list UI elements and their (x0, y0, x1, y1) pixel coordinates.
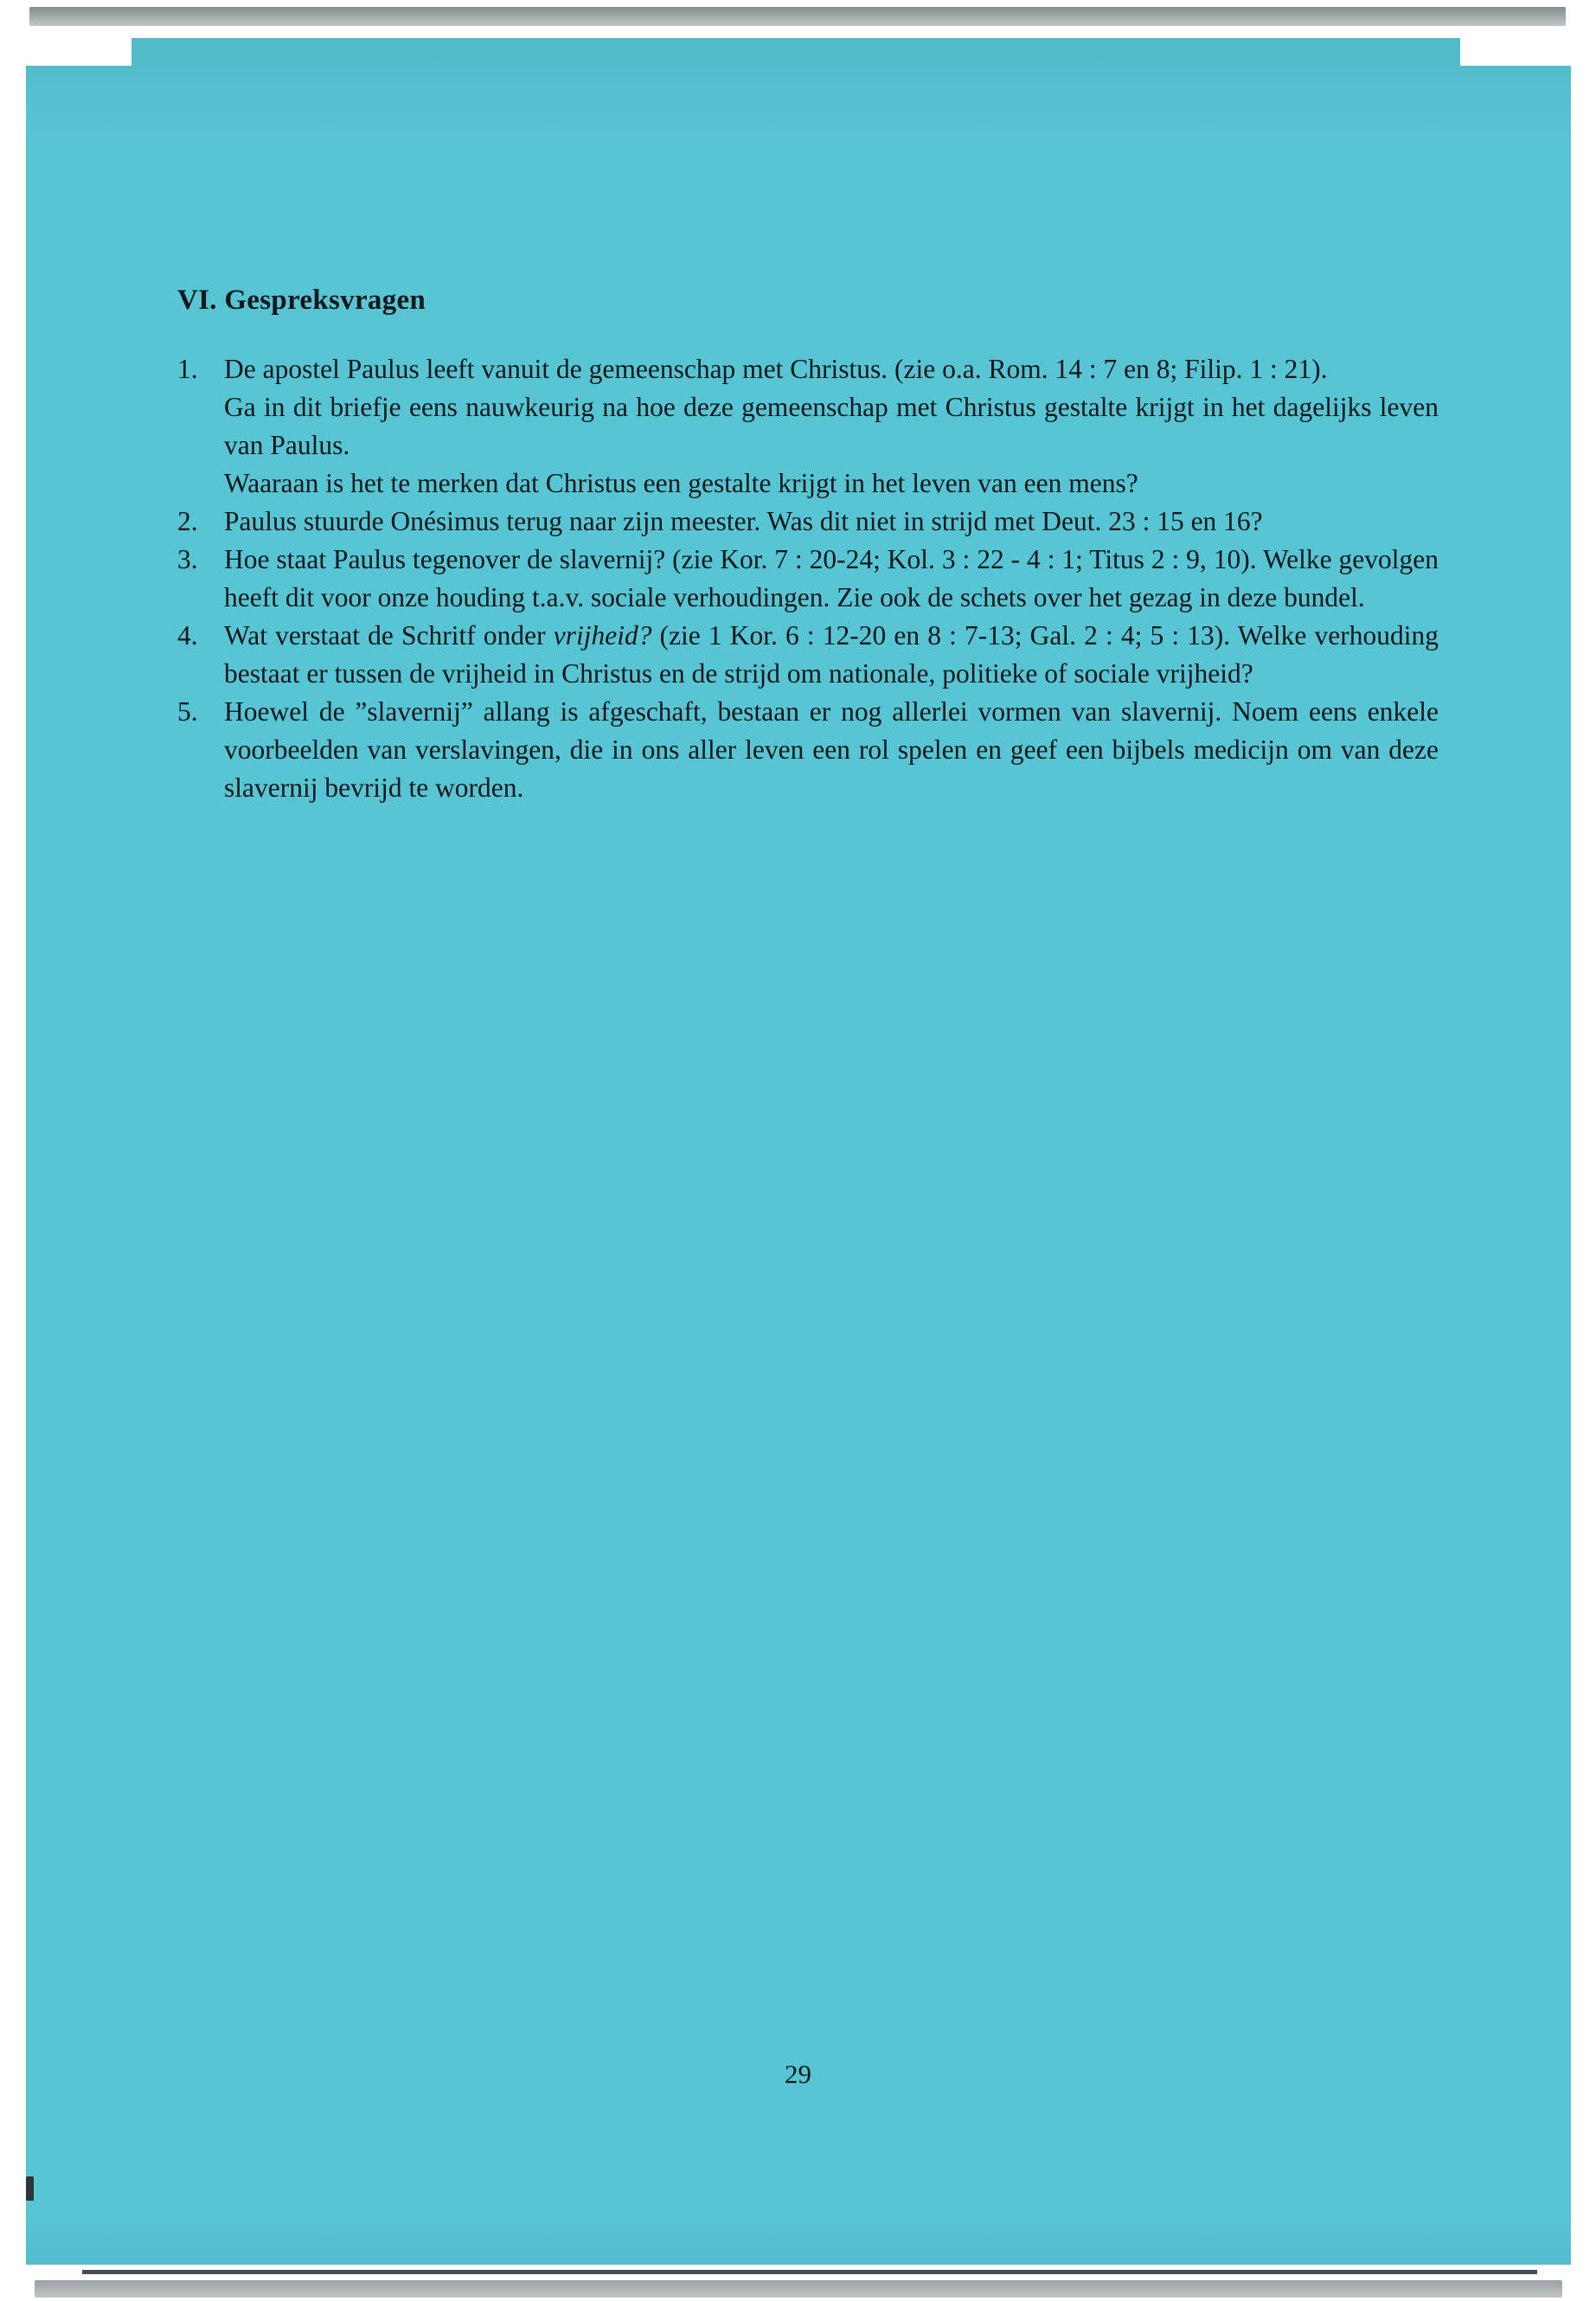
page-number: 29 (785, 2059, 811, 2089)
text-run: Ga in dit briefje eens nauwkeurig na hoe deze gemeenschap met Christus gestalte krijgt in het dagelijks leven van Paulus. (224, 392, 1439, 460)
italic-text-run: vrijheid? (553, 620, 652, 651)
question-paragraph (224, 693, 1439, 807)
text-run: Hoewel de ”slavernij” allang is afgeschaft, bestaan er nog allerlei vormen van slavernij. Noem eens enkele voorbeelden van verslavingen, die in ons aller leven een rol spelen en geef een bijbels medicijn om van deze slavernij bevrijd te worden. (224, 696, 1439, 803)
question-body (224, 617, 1439, 693)
scanner-edge-strip-top (29, 7, 1566, 26)
question-body (224, 503, 1439, 541)
text-run: Waaraan is het te merken dat Christus een gestalte krijgt in het leven van een mens? (224, 468, 1138, 498)
question-paragraph (224, 388, 1439, 465)
question-number: 1. (177, 354, 198, 384)
section-heading: VI. Gespreksvragen (177, 285, 426, 316)
question-paragraph (224, 465, 1439, 503)
question-body (224, 350, 1439, 503)
text-run: Wat verstaat de Schritf onder (224, 620, 554, 651)
question-paragraph (224, 350, 1439, 388)
question-paragraph (224, 541, 1439, 617)
question-number: 3. (177, 544, 198, 574)
question-paragraph (224, 617, 1439, 693)
question-item (177, 617, 1439, 693)
scan-line-bottom (82, 2270, 1537, 2274)
scanner-edge-strip-bottom (35, 2280, 1562, 2298)
page-content (177, 281, 1439, 807)
text-run: De apostel Paulus leeft vanuit de gemeenschap met Christus. (zie o.a. Rom. 14 : 7 en 8; Filip. 1 : 21). (224, 354, 1328, 384)
scan-corner-notch-left (26, 38, 131, 66)
questions-list (177, 350, 1439, 807)
question-item (177, 350, 1439, 503)
question-body (224, 541, 1439, 617)
question-number: 5. (177, 696, 198, 727)
question-number: 4. (177, 620, 198, 651)
text-run: Paulus stuurde Onésimus terug naar zijn meester. Was dit niet in strijd met Deut. 23 : 15 en 16? (224, 506, 1263, 536)
text-run: Hoe staat Paulus tegenover de slavernij? (zie Kor. 7 : 20-24; Kol. 3 : 22 - 4 : 1; Titus 2 : 9, 10). Welke gevolgen heeft dit voor onze houding t.a.v. sociale verhoudingen. Zie ook de schets over het gezag in deze bundel. (224, 544, 1439, 612)
question-item (177, 693, 1439, 807)
question-body (224, 693, 1439, 807)
scan-artifact-mark (26, 2176, 34, 2201)
scan-corner-notch-right (1460, 38, 1571, 66)
question-item (177, 541, 1439, 617)
question-number: 2. (177, 506, 198, 536)
question-paragraph (224, 503, 1439, 541)
question-item (177, 503, 1439, 541)
text-run: (zie 1 Kor. 6 : 12-20 en 8 : 7-13; Gal. 2 : 4; 5 : 13). Welke verhouding bestaat er tussen de vrijheid in Christus en de strijd om nationale, politieke of sociale vrijheid? (224, 620, 1439, 689)
